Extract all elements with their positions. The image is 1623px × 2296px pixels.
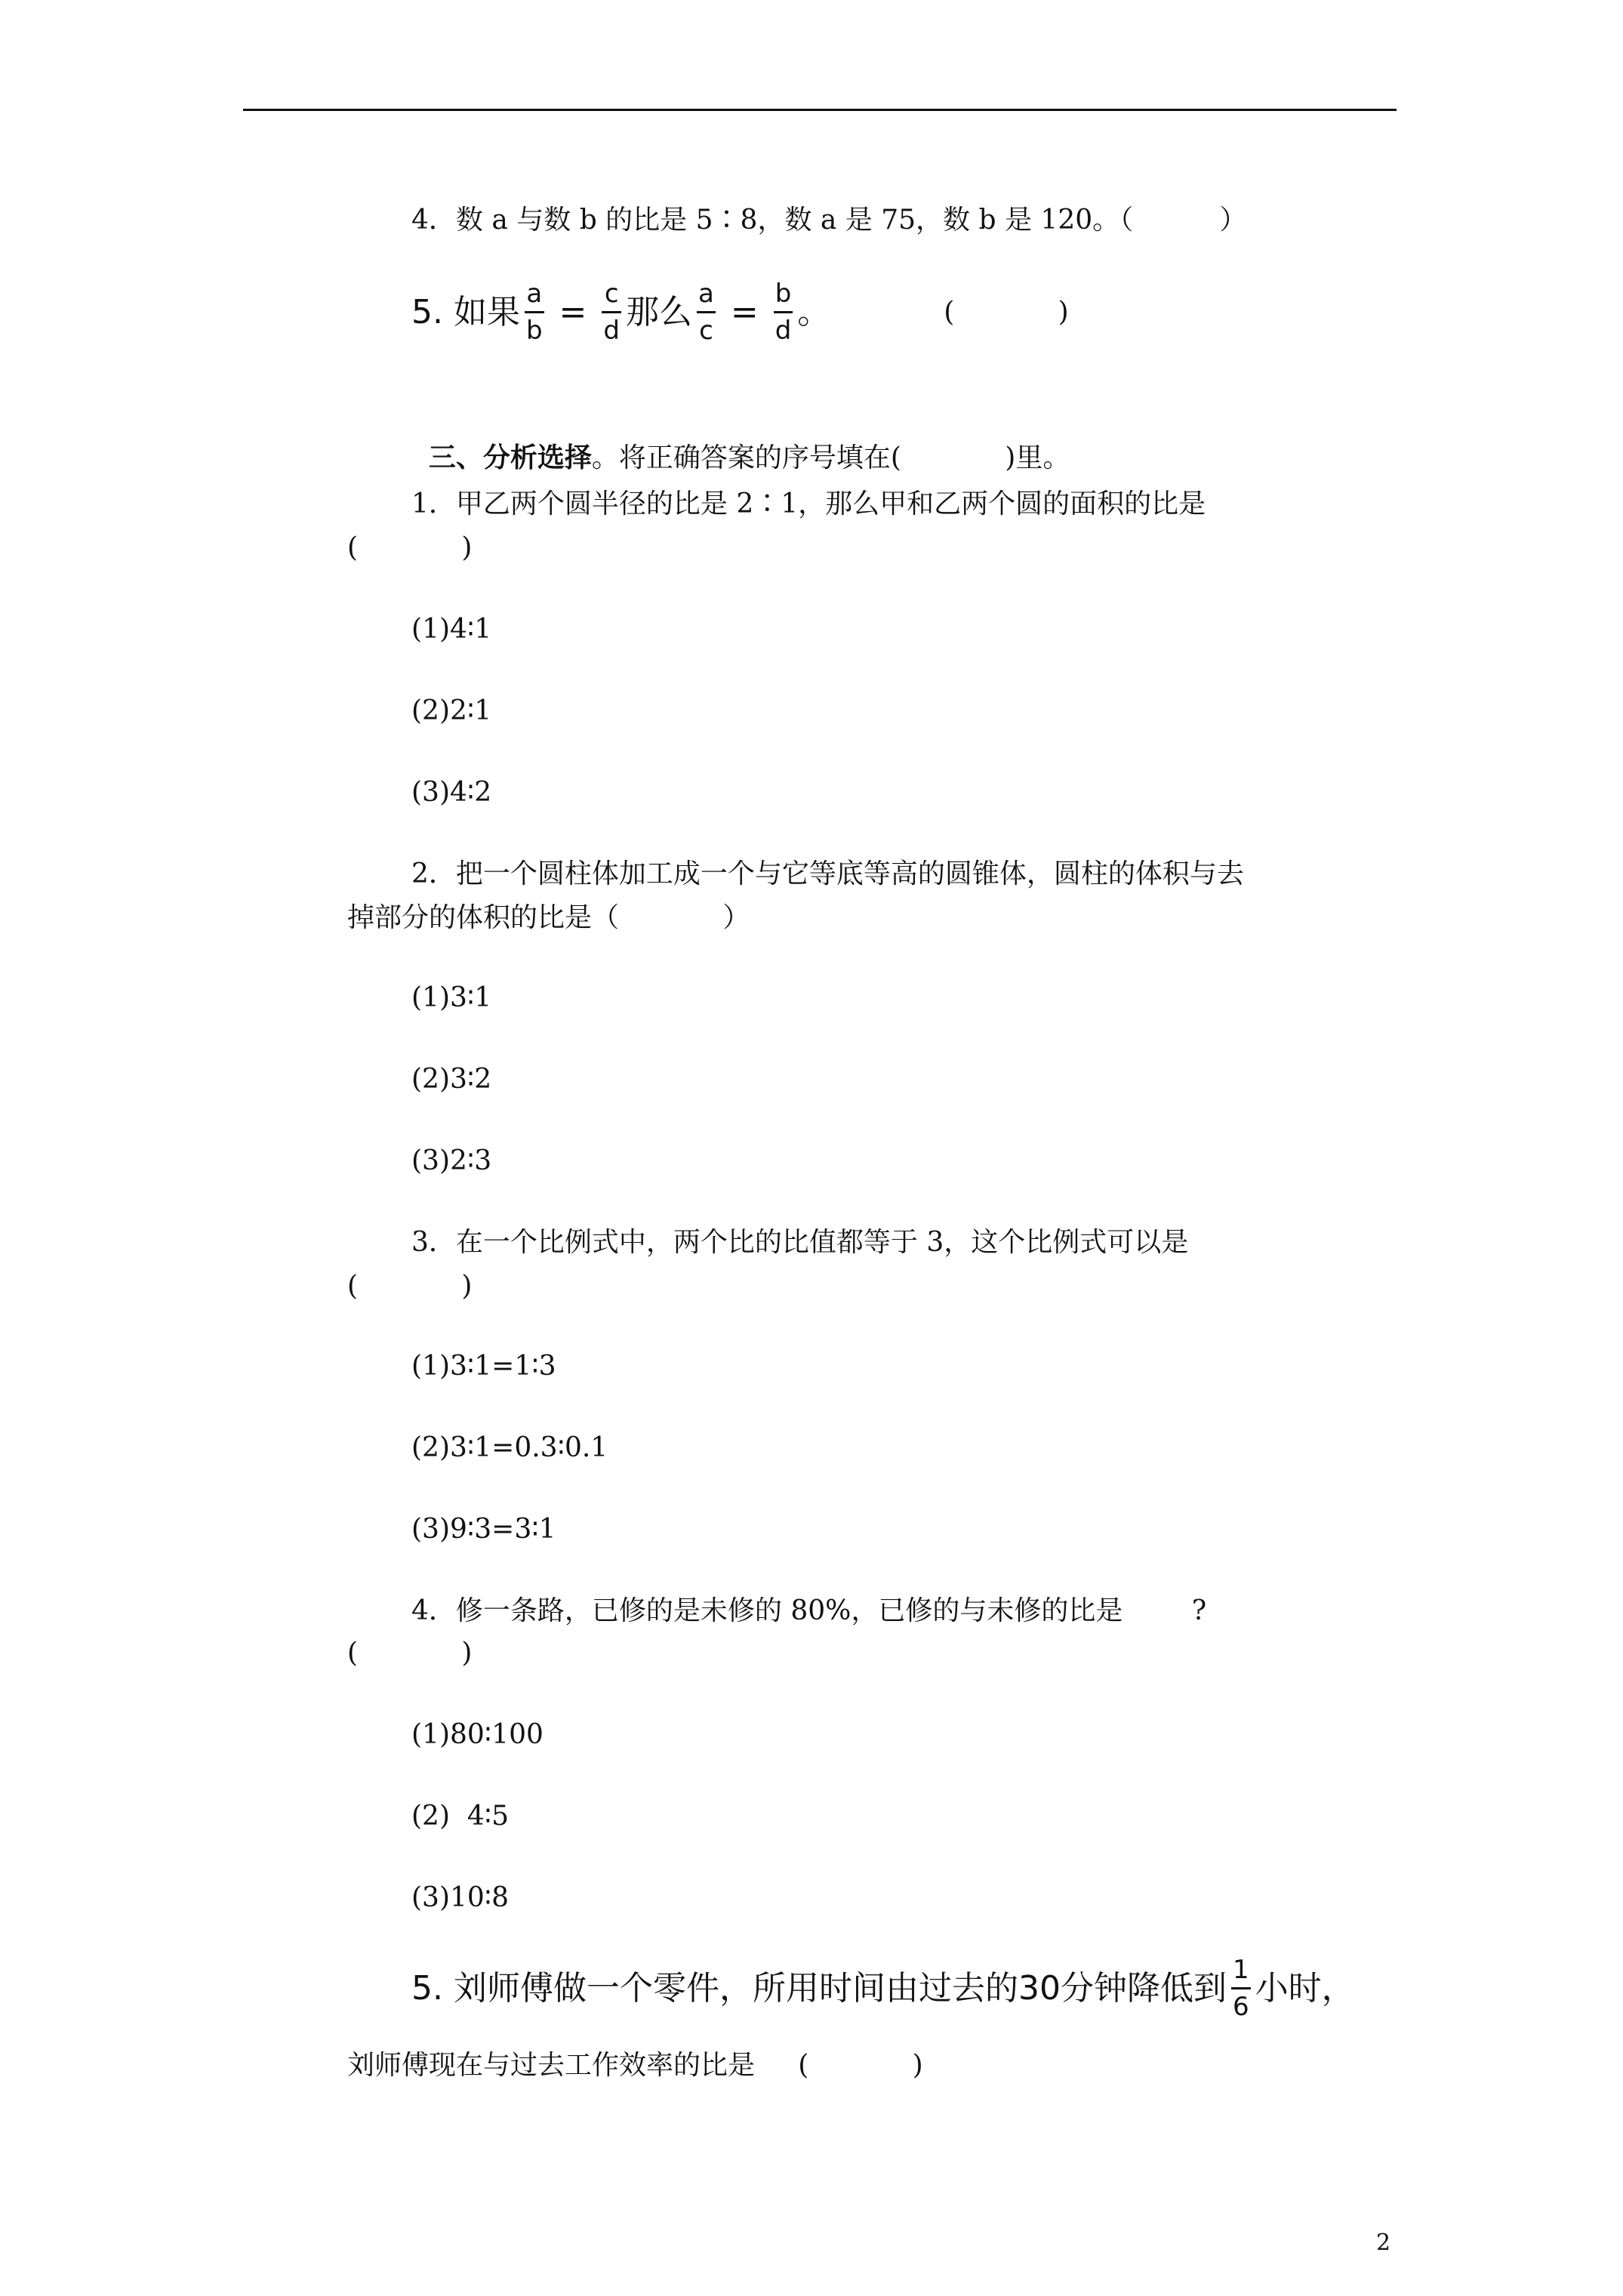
fraction-one-sixth	[1231, 1957, 1251, 2020]
frac-num: 1	[1232, 1955, 1249, 1985]
question-5-suffix: 小时，	[1255, 1968, 1355, 2008]
frac-num: a	[698, 279, 714, 309]
fraction-c-over-d	[602, 281, 621, 344]
tf-question-5	[411, 281, 1069, 344]
question-1-option-2: (2)2∶1	[411, 695, 492, 726]
tf-q5-prefix: 5. 如果	[411, 292, 520, 331]
section-3-heading	[411, 408, 1070, 475]
tf-question-4: 4．数 a 与数 b 的比是 5∶8，数 a 是 75，数 b 是 120。（ ）	[411, 205, 1247, 236]
frac-num: c	[604, 279, 619, 309]
question-2-option-1: (1)3∶1	[411, 982, 492, 1013]
frac-den: 6	[1232, 1992, 1249, 2022]
tf-q5-mid: 那么	[626, 292, 692, 331]
frac-den: b	[525, 316, 543, 346]
frac-num: b	[775, 279, 792, 309]
section-3-title: 三、分析选择	[428, 442, 592, 473]
equals-sign: =	[548, 292, 598, 331]
question-4-option-3: (3)10∶8	[411, 1882, 510, 1913]
page-number: 2	[1376, 2230, 1391, 2256]
equals-sign: =	[719, 292, 769, 331]
question-1-text: 1．甲乙两个圆半径的比是 2∶1，那么甲和乙两个圆的面积的比是	[411, 488, 1206, 519]
question-2-option-3: (3)2∶3	[411, 1145, 492, 1176]
fraction-b-over-d	[774, 281, 793, 344]
question-5-text-cont: 刘师傅现在与过去工作效率的比是 ( )	[347, 2050, 923, 2081]
frac-num: a	[526, 279, 543, 309]
question-1-option-1: (1)4∶1	[411, 614, 492, 645]
question-3-option-1: (1)3∶1=1∶3	[411, 1351, 556, 1382]
fraction-a-over-c	[697, 281, 716, 344]
question-5-text	[411, 1957, 1355, 2020]
question-2-text: 2．把一个圆柱体加工成一个与它等底等高的圆锥体，圆柱的体积与去	[411, 858, 1244, 889]
frac-den: d	[603, 316, 620, 346]
question-2-text-cont: 掉部分的体积的比是（ ）	[347, 902, 750, 933]
answer-paren: ( )	[944, 296, 1069, 328]
header-rule	[243, 109, 1397, 111]
question-1-option-3: (3)4∶2	[411, 777, 492, 808]
question-5-prefix: 5. 刘师傅做一个零件，所用时间由过去的30分钟降低到	[411, 1968, 1227, 2008]
question-3-option-2: (2)3∶1=0.3∶0.1	[411, 1432, 608, 1463]
question-2-option-2: (2)3∶2	[411, 1064, 492, 1095]
question-4-option-1: (1)80∶100	[411, 1719, 544, 1750]
frac-den: c	[699, 316, 713, 346]
question-3-option-3: (3)9∶3=3∶1	[411, 1514, 556, 1545]
question-3-text: 3．在一个比例式中，两个比的比值都等于 3，这个比例式可以是	[411, 1227, 1189, 1258]
section-3-instruction: 。将正确答案的序号填在( )里。	[591, 442, 1070, 473]
frac-den: d	[775, 316, 792, 346]
question-1-answer-paren: ( )	[347, 532, 473, 563]
question-4-option-2: (2) 4∶5	[411, 1801, 510, 1832]
fraction-a-over-b	[525, 281, 544, 344]
question-4-answer-paren: ( )	[347, 1638, 473, 1669]
tf-q5-end: 。	[797, 292, 831, 331]
question-3-answer-paren: ( )	[347, 1271, 473, 1302]
question-4-text: 4．修一条路，已修的是未修的 80%，已修的与未修的比是 ?	[411, 1595, 1207, 1626]
